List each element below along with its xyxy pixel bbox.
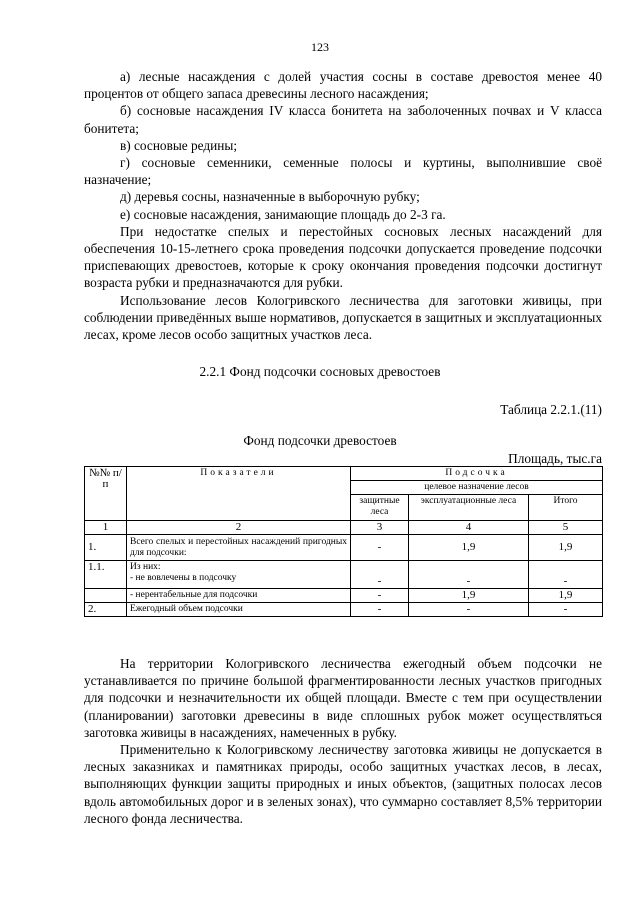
row-num: 1.1.	[85, 561, 127, 589]
paragraph-immature-stands: При недостатке спелых и перестойных сосновых лесных насаждений для обеспечения 10-15-летнего срока проведения подсочки допускается проведение подсочки приспевающих древостоев, которые к сроку окончания проведения подсочки достигнут возраста рубки и предназначаются для рубки.	[84, 223, 602, 291]
page-number: 123	[311, 40, 329, 54]
list-item: г) сосновые семенники, семенные полосы и куртины, выполнившие своё назначение;	[84, 155, 602, 188]
row-total: 1,9	[529, 535, 603, 561]
header-tapping: Подсочка	[351, 467, 603, 481]
header-indicators: Показатели	[127, 467, 351, 521]
row-name: Всего спелых и перестойных насаждений пригодных для подсочки:	[127, 535, 351, 561]
paragraph-annual-volume: На территории Кологривского лесничества ежегодный объем подсочки не устанавливается по причине большой фрагментированности лесных участков пригодных для подсочки и незначительности их общей площади. Вместе с тем при осуществлении (планировании) заготовки древесины в виде сплошных рубок может осуществляться заготовка живицы в насаждениях, намеченных в рубку.	[84, 656, 602, 740]
row-exploitation: 1,9	[409, 589, 529, 603]
table-title: Фонд подсочки древостоев	[243, 433, 397, 448]
row-exploitation: -	[409, 603, 529, 617]
paragraph-forest-use: Использование лесов Кологривского лесничества для заготовки живицы, при соблюдении приведённых выше нормативов, допускается в защитных и эксплуатационных лесах, кроме лесов особо защитных участков леса.	[84, 292, 602, 343]
row-protective: -	[351, 535, 409, 561]
header-protective: защитные леса	[351, 495, 409, 521]
row-name-line: Из них:	[130, 562, 161, 572]
col-number: 5	[529, 521, 603, 535]
row-name: - нерентабельные для подсочки	[127, 589, 351, 603]
row-num: 1.	[85, 535, 127, 561]
list-item: а) лесные насаждения с долей участия сосны в составе древостоя менее 40 процентов от общего запаса древесины лесного насаждения;	[84, 69, 602, 102]
table-row	[85, 535, 603, 561]
criteria-list	[84, 68, 602, 343]
closing-text	[84, 655, 602, 827]
list-item: е) сосновые насаждения, занимающие площадь до 2-3 га.	[120, 206, 446, 222]
list-item: б) сосновые насаждения IV класса бонитета на заболоченных почвах и V класса бонитета;	[84, 103, 602, 136]
row-name-line: - не вовлечены в подсочку	[130, 573, 237, 583]
table-unit: Площадь, тыс.га	[508, 451, 602, 466]
header-purpose: целевое назначение лесов	[351, 481, 603, 495]
col-number: 4	[409, 521, 529, 535]
row-total: 1,9	[529, 589, 603, 603]
row-protective: -	[351, 561, 409, 589]
tapping-fund-table	[84, 466, 603, 617]
row-num	[85, 589, 127, 603]
row-exploitation: -	[409, 561, 529, 589]
row-total: -	[529, 603, 603, 617]
row-total: -	[529, 561, 603, 589]
col-number: 2	[127, 521, 351, 535]
col-number: 3	[351, 521, 409, 535]
header-total: Итого	[529, 495, 603, 521]
col-number: 1	[85, 521, 127, 535]
row-exploitation: 1,9	[409, 535, 529, 561]
header-num: №№ п/п	[85, 467, 127, 521]
table-row	[85, 561, 603, 589]
table-row	[85, 589, 603, 603]
row-protective: -	[351, 589, 409, 603]
paragraph-prohibited-areas: Применительно к Кологривскому лесничеству заготовка живицы не допускается в лесных заказниках и памятниках природы, особо защитных участках лесов, в лесах, выполняющих функции защиты природных и иных объектов, (защитных полосах лесов вдоль автомобильных дорог и в зеленых зонах), что суммарно составляет 8,5% территории лесного фонда лесничества.	[84, 742, 602, 826]
table-row	[85, 603, 603, 617]
row-num: 2.	[85, 603, 127, 617]
table-number: Таблица 2.2.1.(11)	[500, 402, 602, 417]
row-protective: -	[351, 603, 409, 617]
column-number-row	[85, 521, 603, 535]
row-name: Ежегодный объем подсочки	[127, 603, 351, 617]
list-item: д) деревья сосны, назначенные в выборочную рубку;	[120, 189, 420, 205]
list-item: в) сосновые редины;	[120, 137, 238, 153]
header-exploitation: эксплуатационные леса	[409, 495, 529, 521]
section-heading: 2.2.1 Фонд подсочки сосновых древостоев	[199, 364, 441, 379]
row-name	[127, 561, 351, 589]
